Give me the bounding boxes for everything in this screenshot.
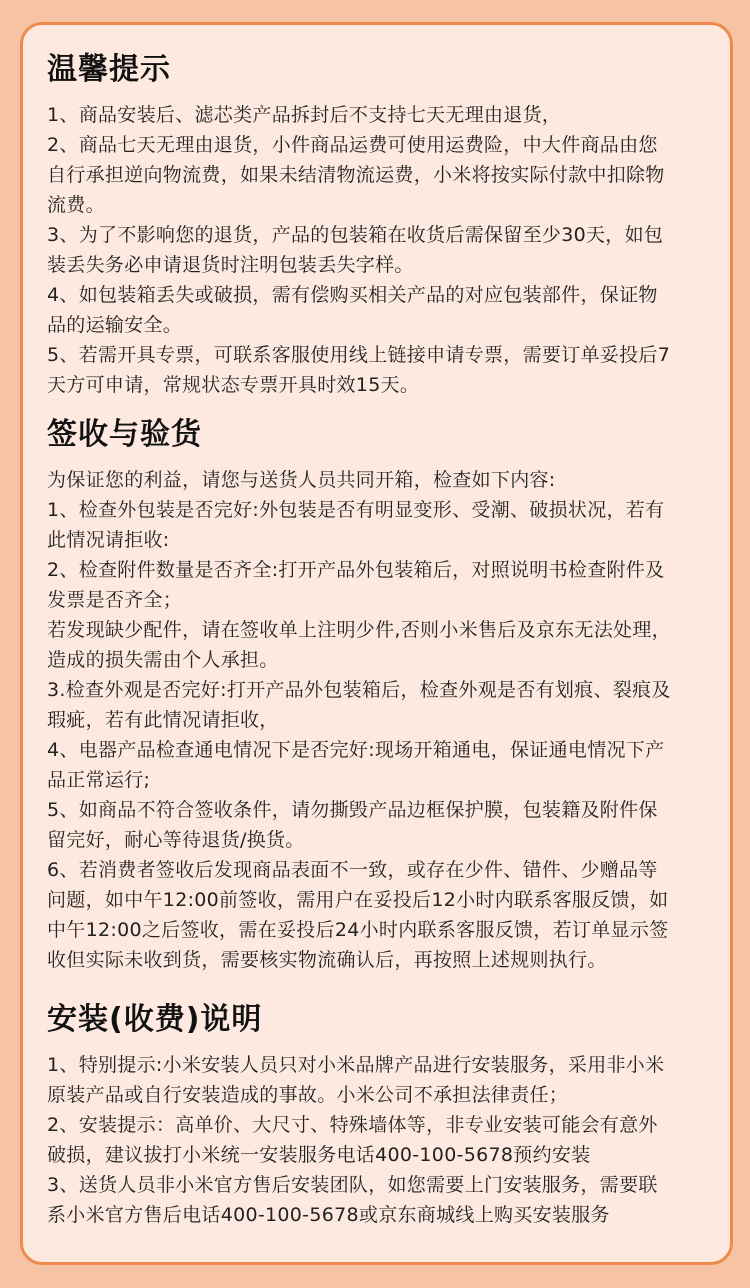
text-line: 3、送货人员非小米官方售后安装团队，如您需要上门安装服务，需要联 (47, 1174, 658, 1196)
text-line: 瑕疵，若有此情况请拒收， (47, 709, 279, 731)
text-line: 天方可申请，常规状态专票开具时效15天。 (47, 374, 420, 396)
text-line: 1、特别提示:小米安装人员只对小米品牌产品进行安装服务，采用非小米 (47, 1054, 665, 1076)
text-line: 收但实际未收到货，需要核实物流确认后，再按照上述规则执行。 (47, 949, 607, 971)
section-title-warm-tips: 温馨提示 (47, 52, 171, 87)
text-line: 1、检查外包装是否完好:外包装是否有明显变形、受潮、破损状况，若有 (47, 499, 665, 521)
text-line: 5、如商品不符合签收条件，请勿撕毁产品边框保护膜，包装籍及附件保 (47, 799, 658, 821)
text-line: 发票是否齐全； (47, 589, 183, 611)
section-warm-tips (47, 50, 719, 400)
text-line: 问题，如中午12:00前签收，需用户在妥投后12小时内联系客服反馈，如 (47, 889, 669, 911)
text-line: 2、安装提示：高单价、大尺寸、特殊墙体等，非专业安装可能会有意外 (47, 1114, 658, 1136)
text-line: 若发现缺少配件，请在签收单上注明少件,否则小米售后及京东无法处理， (47, 619, 671, 641)
text-line: 流费。 (47, 194, 105, 216)
text-line: 破损，建议拔打小米统一安装服务电话400-100-5678预约安装 (47, 1144, 591, 1166)
text-line: 3.检查外观是否完好:打开产品外包装箱后，检查外观是否有划痕、裂痕及 (47, 679, 671, 701)
section-title-installation: 安装(收费)说明 (47, 1002, 263, 1037)
text-line: 3、为了不影响您的退货，产品的包装箱在收货后需保留至少30天，如包 (47, 224, 664, 246)
text-line: 2、检查附件数量是否齐全:打开产品外包装箱后，对照说明书检查附件及 (47, 559, 665, 581)
text-line: 1、商品安装后、滤芯类产品拆封后不支持七天无理由退货， (47, 104, 562, 126)
text-line: 品正常运行; (47, 769, 151, 791)
text-line: 为保证您的利益，请您与送货人员共同开箱，检查如下内容: (47, 469, 556, 491)
text-line: 6、若消费者签收后发现商品表面不一致，或存在少件、错件、少赠品等 (47, 859, 658, 881)
section-installation (47, 1000, 719, 1230)
section-body (47, 1050, 719, 1230)
text-line: 5、若需开具专票，可联系客服使用线上链接申请专票，需要订单妥投后7 (47, 344, 671, 366)
section-body (47, 100, 719, 400)
text-line: 品的运输安全。 (47, 314, 183, 336)
section-receipt-inspection (47, 415, 719, 975)
text-line: 中午12:00之后签收，需在妥投后24小时内联系客服反馈，若订单显示签 (47, 919, 669, 941)
text-line: 4、如包装箱丢失或破损，需有偿购买相关产品的对应包装部件，保证物 (47, 284, 658, 306)
section-body (47, 465, 719, 975)
text-line: 自行承担逆向物流费，如果未结清物流运费，小米将按实际付款中扣除物 (47, 164, 665, 186)
text-line: 原装产品或自行安装造成的事故。小米公司不承担法律责任； (47, 1084, 569, 1106)
text-line: 4、电器产品检查通电情况下是否完好:现场开箱通电，保证通电情况下产 (47, 739, 665, 761)
text-line: 装丢失务必申请退货时注明包装丢失字样。 (47, 254, 414, 276)
text-line: 留完好，耐心等待退货/换货。 (47, 829, 305, 851)
text-line: 2、商品七天无理由退货，小件商品运费可使用运费险，中大件商品由您 (47, 134, 658, 156)
text-line: 造成的损失需由个人承担。 (47, 649, 279, 671)
text-line: 此情况请拒收: (47, 529, 170, 551)
section-title-receipt-inspection: 签收与验货 (47, 417, 202, 452)
text-line: 系小米官方售后电话400-100-5678或京东商城线上购买安装服务 (47, 1204, 610, 1226)
